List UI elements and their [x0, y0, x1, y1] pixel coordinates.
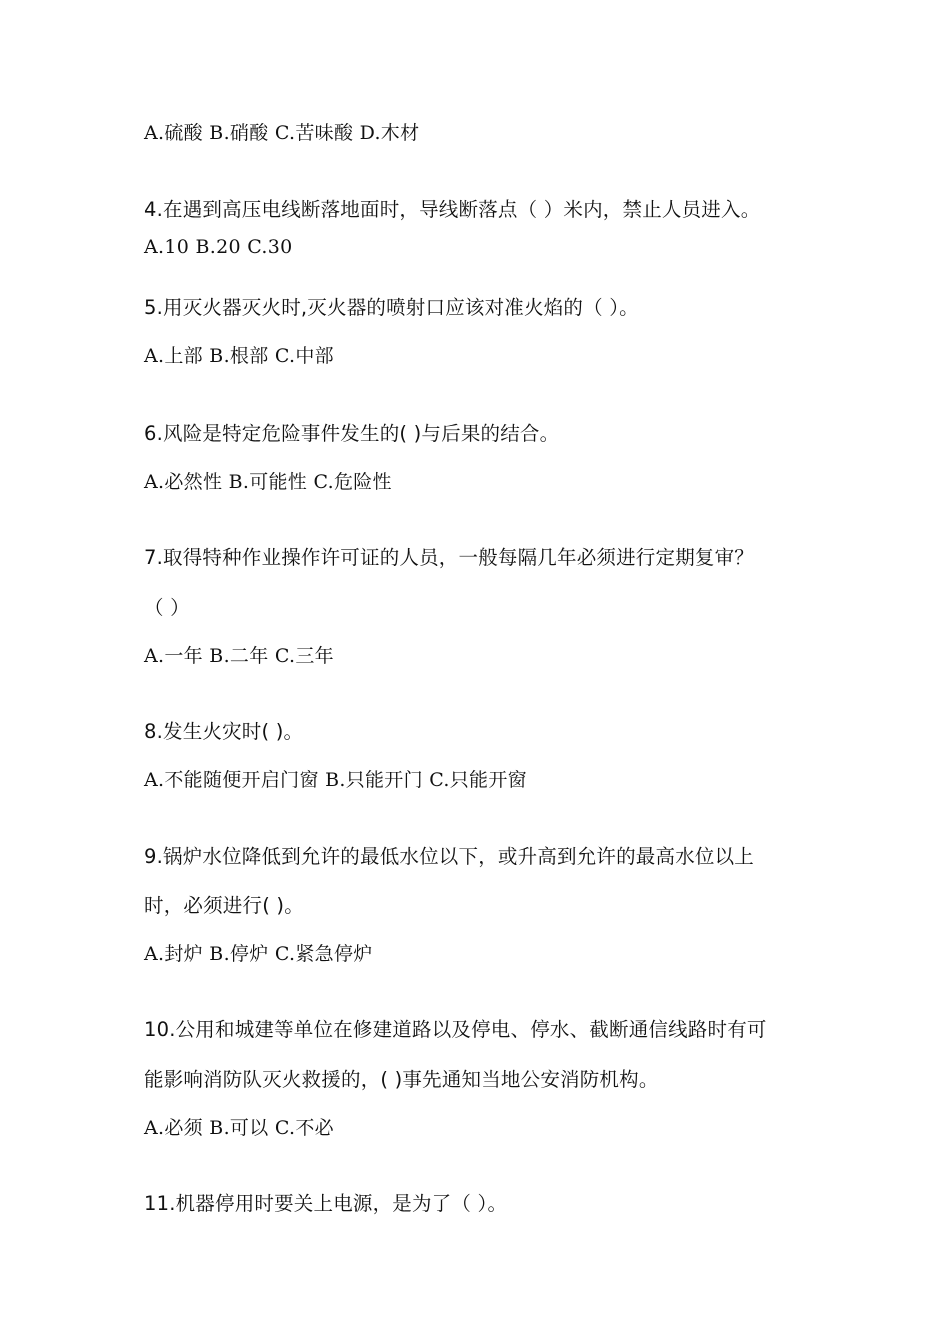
question-9-continued: 时，必须进行( )。 [144, 894, 304, 917]
question-7-continued: （ ） [144, 596, 190, 619]
answer-options-10: A.必须 B.可以 C.不必 [144, 1117, 334, 1139]
answer-options-7: A.一年 B.二年 C.三年 [144, 645, 334, 667]
question-10: 10.公用和城建等单位在修建道路以及停电、停水、截断通信线路时有可 [144, 1018, 767, 1041]
answer-options-4: A.10 B.20 C.30 [144, 236, 293, 258]
question-10-continued: 能影响消防队灭火救援的，( )事先通知当地公安消防机构。 [144, 1068, 659, 1091]
answer-options-3: A.硫酸 B.硝酸 C.苦味酸 D.木材 [144, 122, 420, 144]
question-11: 11.机器停用时要关上电源，是为了（ ）。 [144, 1192, 508, 1215]
question-7: 7.取得特种作业操作许可证的人员，一般每隔几年必须进行定期复审？ [144, 546, 755, 569]
question-8: 8.发生火灾时( )。 [144, 720, 304, 743]
question-9: 9.锅炉水位降低到允许的最低水位以下，或升高到允许的最高水位以上 [144, 845, 755, 868]
answer-options-8: A.不能随便开启门窗 B.只能开门 C.只能开窗 [144, 769, 527, 791]
question-6: 6.风险是特定危险事件发生的( )与后果的结合。 [144, 422, 560, 445]
answer-options-6: A.必然性 B.可能性 C.危险性 [144, 471, 392, 493]
answer-options-5: A.上部 B.根部 C.中部 [144, 345, 334, 367]
question-5: 5.用灭火器灭火时,灭火器的喷射口应该对准火焰的（ ）。 [144, 296, 639, 319]
answer-options-9: A.封炉 B.停炉 C.紧急停炉 [144, 943, 373, 965]
question-4: 4.在遇到高压电线断落地面时，导线断落点（ ）米内，禁止人员进入。 [144, 198, 761, 221]
